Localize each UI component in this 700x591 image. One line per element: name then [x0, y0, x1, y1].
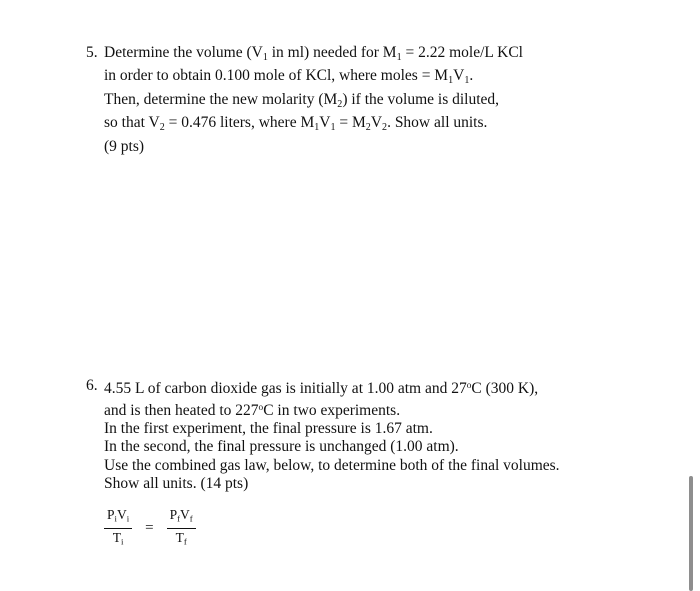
- question-5: [86, 44, 523, 156]
- formula-rhs-fraction: [167, 507, 196, 549]
- question-6-line-1: 4.55 L of carbon dioxide gas is initially at 1.00 atm and 27$^o$C (300 K),: [104, 380, 539, 398]
- question-6: [86, 377, 560, 494]
- question-5-line-2: in order to obtain 0.100 mole of KCl, where moles = $M_1V_1$.: [104, 67, 474, 87]
- question-5-line-4: so that $V_2 = 0.476$ liters, where $M_1V_1 = M_2V_2$. Show all units.: [104, 114, 488, 134]
- formula-lhs-denominator: $T_i$: [112, 529, 124, 547]
- formula-equals-sign: =: [145, 519, 154, 536]
- formula-lhs-numerator: $P_iV_i$: [104, 507, 132, 529]
- question-6-points: Show all units. (14 pts): [104, 475, 249, 493]
- question-6-line-5: Use the combined gas law, below, to determine both of the final volumes.: [104, 456, 560, 474]
- question-5-points: (9 pts): [104, 137, 145, 155]
- question-6-line-2: and is then heated to 227$^o$C in two experiments.: [104, 401, 401, 419]
- question-5-line-1: Determine the volume ($V_1$ in ml) needed for $M_1 = 2.22$ mole/L KCl: [104, 44, 523, 64]
- question-6-line-4: In the second, the final pressure is unchanged (1.00 atm).: [104, 438, 459, 456]
- formula-rhs-numerator: $P_fV_f$: [167, 507, 196, 529]
- formula-lhs-fraction: [104, 507, 132, 549]
- formula-rhs-denominator: $T_f$: [175, 529, 187, 547]
- vertical-scrollbar[interactable]: [689, 476, 693, 591]
- combined-gas-law-formula: [104, 507, 196, 549]
- question-6-number: 6.: [86, 377, 98, 394]
- question-5-text: [104, 44, 523, 156]
- question-6-text: [104, 377, 560, 494]
- question-6-line-3: In the first experiment, the final pressure is 1.67 atm.: [104, 420, 433, 438]
- question-5-line-3: Then, determine the new molarity $(M_2)$ if the volume is diluted,: [104, 90, 500, 110]
- question-5-number: 5.: [86, 44, 98, 61]
